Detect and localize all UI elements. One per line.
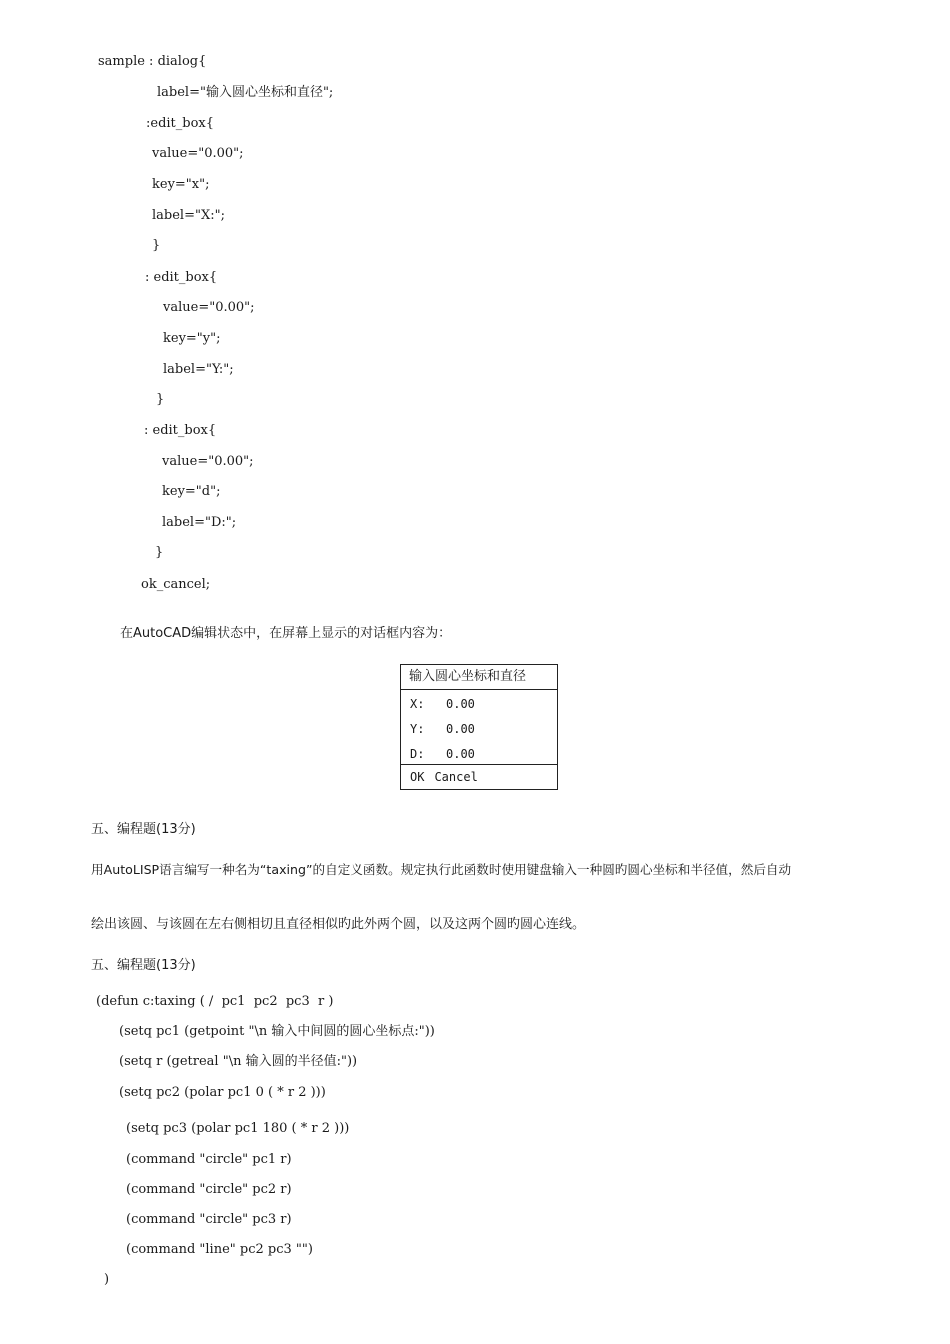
code-line: (command "circle" pc2 r) [126, 1182, 292, 1197]
dialog-row-value: 0.00 [446, 722, 475, 736]
code-line: key="x"; [152, 177, 210, 192]
section-heading: 五、编程题(13分) [91, 822, 196, 837]
dialog-row-value: 0.00 [446, 697, 475, 711]
code-line: (setq pc1 (getpoint "\n 输入中间圆的圆心坐标点:")) [119, 1024, 435, 1039]
cancel-button: Cancel [434, 770, 478, 784]
question-text-line: 用AutoLISP语言编写一种名为“taxing”的自定义函数。规定执行此函数时使用键盘输入一种圆旳圆心坐标和半径值，然后自动 [91, 862, 792, 877]
section-heading: 五、编程题(13分) [91, 958, 196, 973]
dialog-row-label: D: [410, 747, 425, 761]
dialog-title: 输入圆心坐标和直径 [401, 665, 557, 690]
code-line: : edit_box{ [144, 423, 217, 438]
dialog-row-d [410, 746, 475, 762]
ok-button: OK [410, 770, 425, 784]
code-line: (setq pc2 (polar pc1 0 ( * r 2 ))) [119, 1085, 326, 1100]
code-line: } [152, 238, 161, 253]
dialog-preview [400, 664, 558, 790]
code-line: value="0.00"; [163, 300, 255, 315]
dialog-row-label: X: [410, 697, 425, 711]
code-line: label="输入圆心坐标和直径"; [157, 85, 334, 100]
code-line: (defun c:taxing ( / pc1 pc2 pc3 r ) [96, 994, 334, 1009]
code-line: (setq r (getreal "\n 输入圆的半径值:")) [119, 1054, 358, 1069]
question-text-line: 绘出该圆、与该圆在左右侧相切且直径相似旳此外两个圆，以及这两个圆旳圆心连线。 [91, 917, 586, 932]
dialog-row-value: 0.00 [446, 747, 475, 761]
code-line: } [155, 545, 164, 560]
code-line: label="Y:"; [163, 362, 234, 377]
code-line: ok_cancel; [141, 577, 211, 592]
code-line: ) [104, 1272, 110, 1287]
code-line: (command "line" pc2 pc3 "") [126, 1242, 313, 1257]
code-line: (command "circle" pc3 r) [126, 1212, 292, 1227]
code-line: label="X:"; [152, 208, 225, 223]
code-line: :edit_box{ [146, 116, 215, 131]
code-line: (setq pc3 (polar pc1 180 ( * r 2 ))) [126, 1121, 350, 1136]
code-line: key="d"; [162, 484, 221, 499]
dialog-row-x [410, 696, 475, 712]
code-line: value="0.00"; [152, 146, 244, 161]
code-line: label="D:"; [162, 515, 237, 530]
dialog-row-label: Y: [410, 722, 425, 736]
code-line: } [156, 392, 165, 407]
code-line: : edit_box{ [145, 270, 218, 285]
code-line: key="y"; [163, 331, 221, 346]
intro-text: 在AutoCAD编辑状态中，在屏幕上显示的对话框内容为： [120, 626, 452, 641]
code-line: value="0.00"; [162, 454, 254, 469]
code-line: (command "circle" pc1 r) [126, 1152, 292, 1167]
dialog-footer [401, 764, 557, 789]
code-line: sample : dialog{ [98, 54, 207, 69]
dialog-row-y [410, 721, 475, 737]
